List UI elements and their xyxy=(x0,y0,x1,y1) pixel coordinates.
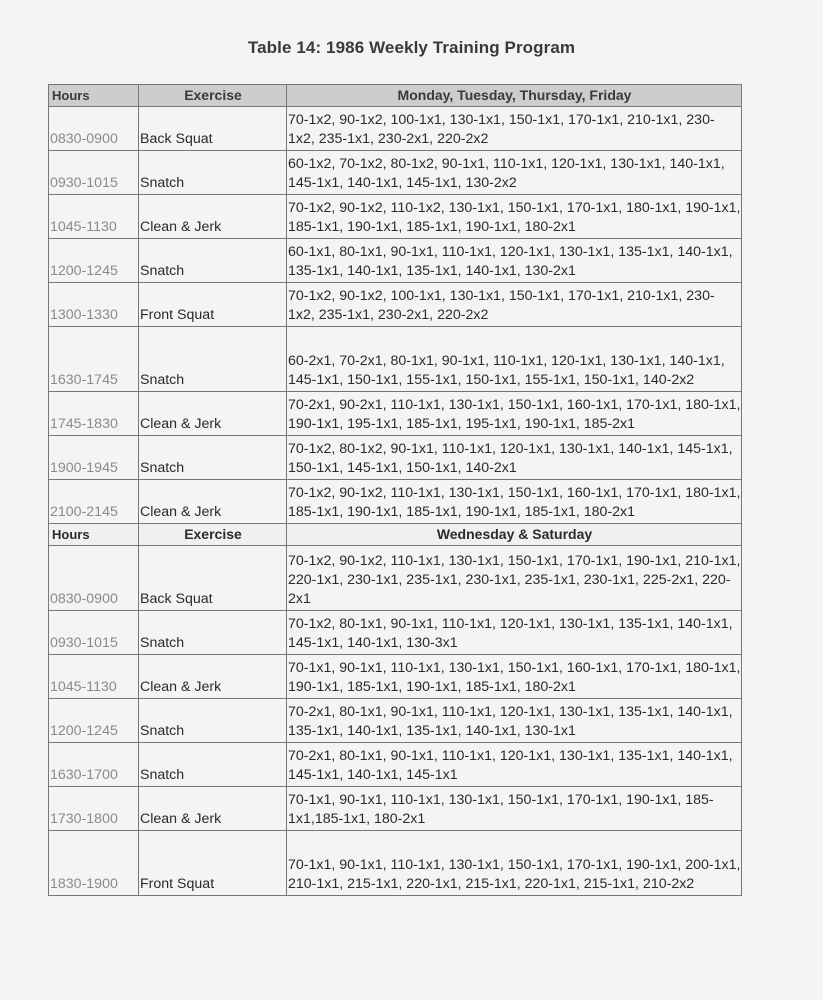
hours-cell: 0930-1015 xyxy=(49,151,139,195)
sets-cell: 70-2x1, 80-1x1, 90-1x1, 110-1x1, 120-1x1, 130-1x1, 135-1x1, 140-1x1, 135-1x1, 140-1x1, 135-1x1, 140-1x1, 130-1x1 xyxy=(287,699,742,743)
training-program-table xyxy=(48,84,742,896)
table-row xyxy=(49,699,742,743)
table-row xyxy=(49,239,742,283)
exercise-cell: Snatch xyxy=(139,699,287,743)
hours-cell: 1900-1945 xyxy=(49,436,139,480)
exercise-cell: Clean & Jerk xyxy=(139,480,287,524)
sets-cell: 70-1x2, 90-1x2, 100-1x1, 130-1x1, 150-1x1, 170-1x1, 210-1x1, 230-1x2, 235-1x1, 230-2x1, 220-2x2 xyxy=(287,107,742,151)
table-row xyxy=(49,436,742,480)
hours-header: Hours xyxy=(49,85,139,107)
sets-cell: 70-1x1, 90-1x1, 110-1x1, 130-1x1, 150-1x1, 170-1x1, 190-1x1, 200-1x1, 210-1x1, 215-1x1, 220-1x1, 215-1x1, 220-1x1, 215-1x1, 210-2x2 xyxy=(287,831,742,896)
hours-cell: 1200-1245 xyxy=(49,239,139,283)
sets-cell: 70-1x2, 80-1x1, 90-1x1, 110-1x1, 120-1x1, 130-1x1, 135-1x1, 140-1x1, 145-1x1, 140-1x1, 130-3x1 xyxy=(287,611,742,655)
table-row xyxy=(49,283,742,327)
table-row xyxy=(49,546,742,611)
sets-cell: 70-1x2, 80-1x2, 90-1x1, 110-1x1, 120-1x1, 130-1x1, 140-1x1, 145-1x1, 150-1x1, 145-1x1, 150-1x1, 140-2x1 xyxy=(287,436,742,480)
table-body xyxy=(49,85,742,896)
exercise-header: Exercise xyxy=(139,85,287,107)
table-row xyxy=(49,327,742,392)
sets-cell: 70-1x1, 90-1x1, 110-1x1, 130-1x1, 150-1x1, 170-1x1, 190-1x1, 185-1x1,185-1x1, 180-2x1 xyxy=(287,787,742,831)
table-row xyxy=(49,392,742,436)
exercise-header: Exercise xyxy=(139,524,287,546)
table-row xyxy=(49,151,742,195)
table-row xyxy=(49,743,742,787)
hours-cell: 0830-0900 xyxy=(49,546,139,611)
table-row xyxy=(49,831,742,896)
exercise-cell: Front Squat xyxy=(139,831,287,896)
hours-cell: 1630-1745 xyxy=(49,327,139,392)
exercise-cell: Clean & Jerk xyxy=(139,195,287,239)
table-row xyxy=(49,611,742,655)
sets-cell: 70-1x2, 90-1x2, 110-1x1, 130-1x1, 150-1x1, 170-1x1, 190-1x1, 210-1x1, 220-1x1, 230-1x1, 235-1x1, 230-1x1, 235-1x1, 230-1x1, 225-2x1, 220-2x1 xyxy=(287,546,742,611)
hours-cell: 1830-1900 xyxy=(49,831,139,896)
hours-cell: 1745-1830 xyxy=(49,392,139,436)
days-header: Wednesday & Saturday xyxy=(287,524,742,546)
table-row xyxy=(49,107,742,151)
sets-cell: 70-2x1, 80-1x1, 90-1x1, 110-1x1, 120-1x1, 130-1x1, 135-1x1, 140-1x1, 145-1x1, 140-1x1, 145-1x1 xyxy=(287,743,742,787)
sets-cell: 70-1x2, 90-1x2, 110-1x1, 130-1x1, 150-1x1, 160-1x1, 170-1x1, 180-1x1, 185-1x1, 190-1x1, 185-1x1, 190-1x1, 185-1x1, 180-2x1 xyxy=(287,480,742,524)
exercise-cell: Back Squat xyxy=(139,107,287,151)
sets-cell: 60-2x1, 70-2x1, 80-1x1, 90-1x1, 110-1x1, 120-1x1, 130-1x1, 140-1x1, 145-1x1, 150-1x1, 155-1x1, 150-1x1, 155-1x1, 150-1x1, 140-2x2 xyxy=(287,327,742,392)
hours-cell: 1630-1700 xyxy=(49,743,139,787)
section-header-row xyxy=(49,524,742,546)
sets-cell: 70-2x1, 90-2x1, 110-1x1, 130-1x1, 150-1x1, 160-1x1, 170-1x1, 180-1x1, 190-1x1, 195-1x1, 185-1x1, 195-1x1, 190-1x1, 185-2x1 xyxy=(287,392,742,436)
exercise-cell: Snatch xyxy=(139,151,287,195)
hours-cell: 1730-1800 xyxy=(49,787,139,831)
exercise-cell: Snatch xyxy=(139,743,287,787)
exercise-cell: Back Squat xyxy=(139,546,287,611)
hours-cell: 0830-0900 xyxy=(49,107,139,151)
hours-cell: 1045-1130 xyxy=(49,655,139,699)
table-row xyxy=(49,787,742,831)
sets-cell: 70-1x2, 90-1x2, 100-1x1, 130-1x1, 150-1x1, 170-1x1, 210-1x1, 230-1x2, 235-1x1, 230-2x1, 220-2x2 xyxy=(287,283,742,327)
exercise-cell: Snatch xyxy=(139,611,287,655)
exercise-cell: Clean & Jerk xyxy=(139,655,287,699)
hours-cell: 1200-1245 xyxy=(49,699,139,743)
exercise-cell: Snatch xyxy=(139,436,287,480)
hours-cell: 0930-1015 xyxy=(49,611,139,655)
exercise-cell: Snatch xyxy=(139,239,287,283)
table-row xyxy=(49,655,742,699)
days-header: Monday, Tuesday, Thursday, Friday xyxy=(287,85,742,107)
exercise-cell: Snatch xyxy=(139,327,287,392)
exercise-cell: Clean & Jerk xyxy=(139,392,287,436)
hours-header: Hours xyxy=(49,524,139,546)
exercise-cell: Clean & Jerk xyxy=(139,787,287,831)
hours-cell: 1300-1330 xyxy=(49,283,139,327)
sets-cell: 60-1x2, 70-1x2, 80-1x2, 90-1x1, 110-1x1, 120-1x1, 130-1x1, 140-1x1, 145-1x1, 140-1x1, 145-1x1, 130-2x2 xyxy=(287,151,742,195)
sets-cell: 60-1x1, 80-1x1, 90-1x1, 110-1x1, 120-1x1, 130-1x1, 135-1x1, 140-1x1, 135-1x1, 140-1x1, 135-1x1, 140-1x1, 130-2x1 xyxy=(287,239,742,283)
hours-cell: 1045-1130 xyxy=(49,195,139,239)
hours-cell: 2100-2145 xyxy=(49,480,139,524)
table-row xyxy=(49,480,742,524)
exercise-cell: Front Squat xyxy=(139,283,287,327)
sets-cell: 70-1x2, 90-1x2, 110-1x2, 130-1x1, 150-1x1, 170-1x1, 180-1x1, 190-1x1, 185-1x1, 190-1x1, 185-1x1, 190-1x1, 180-2x1 xyxy=(287,195,742,239)
table-row xyxy=(49,195,742,239)
section-header-row xyxy=(49,85,742,107)
sets-cell: 70-1x1, 90-1x1, 110-1x1, 130-1x1, 150-1x1, 160-1x1, 170-1x1, 180-1x1, 190-1x1, 185-1x1, 190-1x1, 185-1x1, 180-2x1 xyxy=(287,655,742,699)
page-title: Table 14: 1986 Weekly Training Program xyxy=(247,38,576,57)
